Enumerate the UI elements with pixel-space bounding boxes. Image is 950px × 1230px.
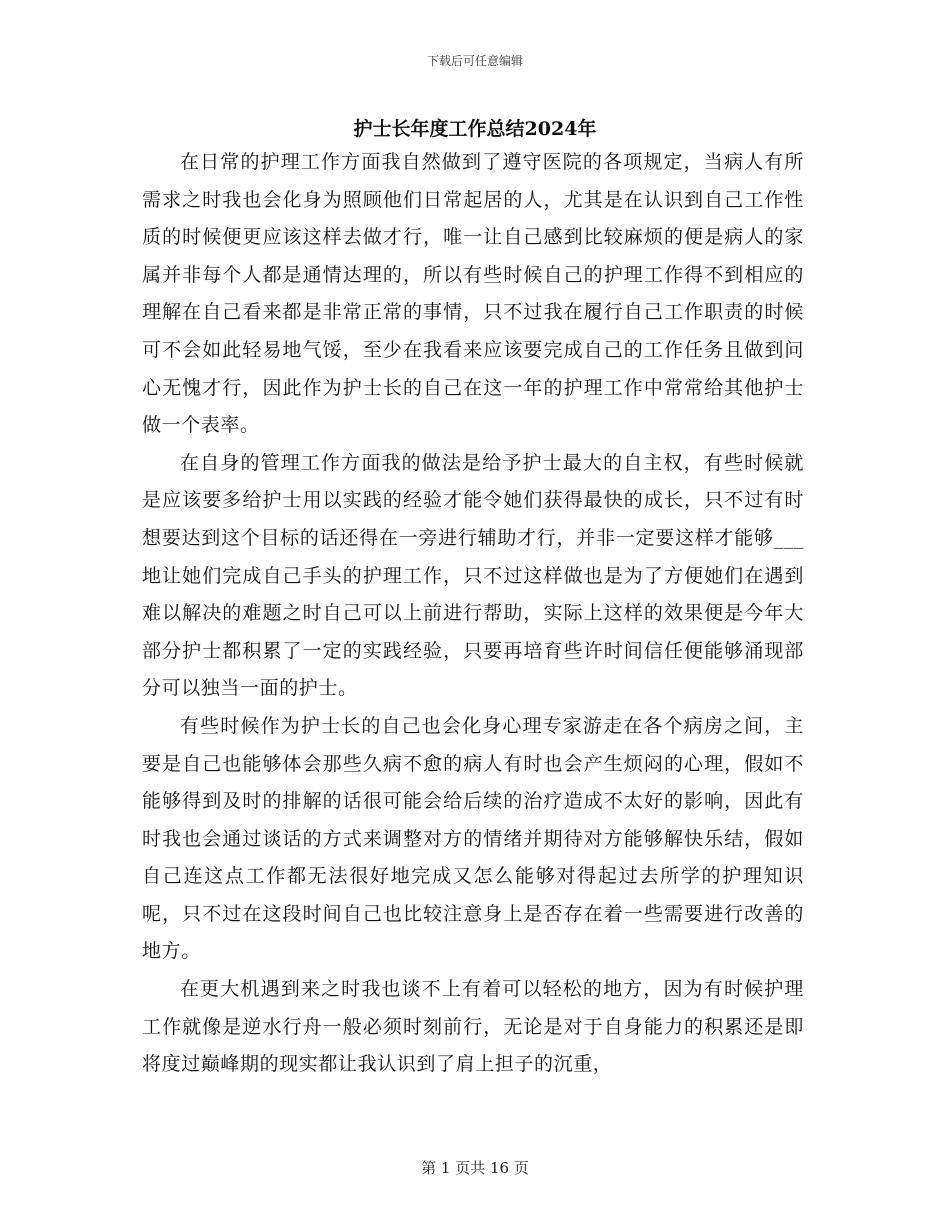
paragraph: 在日常的护理工作方面我自然做到了遵守医院的各项规定，当病人有所需求之时我也会化身为照顾他们日常起居的人，尤其是在认识到自己工作性质的时候便更应该这样去做才行，唯一让自己感到比较麻烦的便是病人的家属并非每个人都是通情达理的，所以有些时候自己的护理工作得不到相应的理解在自己看来都是非常正常的事情，只不过我在履行自己工作职责的时候可不会如此轻易地气馁，至少在我看来应该要完成自己的工作任务且做到问心无愧才行，因此作为护士长的自己在这一年的护理工作中常常给其他护士做一个表率。 [142, 151, 804, 437]
paragraph: 在自身的管理工作方面我的做法是给予护士最大的自主权，有些时候就是应该要多给护士用以实践的经验才能令她们获得最快的成长，只不过有时想要达到这个目标的话还得在一旁进行辅助才行，并非一定要这样才能够___地让她们完成自己手头的护理工作，只不过这样做也是为了方便她们在遇到难以解决的难题之时自己可以上前进行帮助，实际上这样的效果便是今年大部分护士都积累了一定的实践经验，只要再培育些许时间信任便能够涌现部分可以独当一面的护士。 [142, 451, 804, 700]
paragraph: 有些时候作为护士长的自己也会化身心理专家游走在各个病房之间，主要是自己也能够体会那些久病不愈的病人有时也会产生烦闷的心理，假如不能够得到及时的排解的话很可能会给后续的治疗造成不太好的影响，因此有时我也会通过谈话的方式来调整对方的情绪并期待对方能够解快乐结，假如自己连这点工作都无法很好地完成又怎么能够对得起过去所学的护理知识呢，只不过在这段时间自己也比较注意身上是否存在着一些需要进行改善的地方。 [142, 714, 804, 963]
page-number-footer: 第 1 页共 16 页 [421, 1159, 529, 1177]
document-body [142, 144, 804, 1084]
paragraph: 在更大机遇到来之时我也谈不上有着可以轻松的地方，因为有时候护理工作就像是逆水行舟一般必须时刻前行，无论是对于自身能力的积累还是即将度过巅峰期的现实都让我认识到了肩上担子的沉重， [142, 978, 804, 1076]
header-note: 下载后可任意编辑 [426, 54, 523, 68]
document-title: 护士长年度工作总结2024年 [353, 118, 597, 140]
